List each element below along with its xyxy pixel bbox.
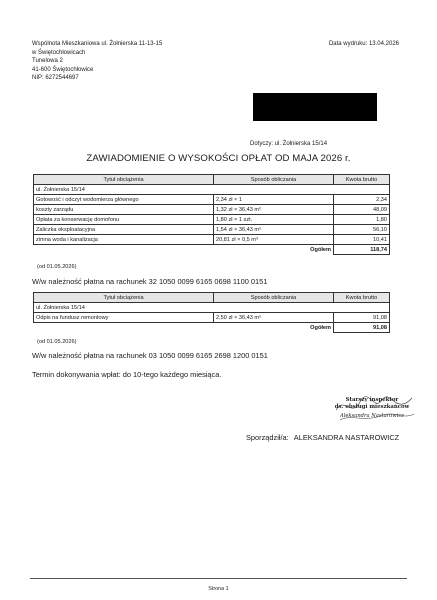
stamp-line: ds. obsługi mieszkańców [334,403,410,410]
column-header: Sposób obliczania [214,293,334,303]
fee-title: koszty zarządu [34,205,214,215]
bank-account-line: W/w należność płatna na rachunek 03 1050 0099 6165 2698 1200 0151 [32,351,268,360]
table-row [34,205,390,215]
sender-line: 41-600 Świętochłowice [32,66,94,73]
total-row [34,245,390,255]
sender-block [32,40,232,83]
fee-amount: 48,09 [334,205,390,215]
table-header-row [34,175,390,185]
payment-term: Termin dokonywania wpłat: do 10-tego każdego miesiąca. [32,370,222,379]
signature-scribble [330,392,420,424]
fee-title: Gotowość i odczyt wodomierza głównego [34,195,214,205]
footer-rule [30,578,407,579]
table-header-row [34,293,390,303]
column-header: Sposób obliczania [214,175,334,185]
fee-method: 1,32 zł × 36,43 m² [214,205,334,215]
fee-title: zimna woda i kanalizacja [34,235,214,245]
table-row [34,235,390,245]
total-label: Ogółem [214,323,334,333]
fee-amount: 10,41 [334,235,390,245]
table-row [34,195,390,205]
fee-method: 1,80 zł × 1 szt. [214,215,334,225]
regarding-line: Dotyczy: ul. Żołnierska 15/14 [250,141,328,147]
sender-line: NIP: 6272544697 [32,75,79,81]
fee-amount: 1,80 [334,215,390,225]
table-row [34,225,390,235]
fee-method: 1,54 zł × 36,43 m² [214,225,334,235]
fee-method: 2,34 zł × 1 [214,195,334,205]
column-header: Kwota brutto [334,175,390,185]
fee-title: Opłata za konserwację domofonu [34,215,214,225]
stamp-line: Starszy inspektor [345,397,399,403]
total-amount: 118,74 [334,245,390,255]
fee-amount: 56,10 [334,225,390,235]
effective-date-note: (od 01.05.2026) [37,339,77,345]
document-title: ZAWIADOMIENIE O WYSOKOŚCI OPŁAT OD MAJA 2026 r. [86,153,351,164]
fee-title: Odpis na fundusz remontowy [34,313,214,323]
fee-method: 2,50 zł × 36,43 m² [214,313,334,323]
column-header: Kwota brutto [334,293,390,303]
sender-line: w Świętochłowicach [32,49,86,56]
handwritten-signature: Aleksandra Nastarowicz [339,412,405,419]
total-label: Ogółem [214,245,334,255]
sender-line: Tunelowa 2 [32,58,63,64]
column-header: Tytuł obciążenia [34,293,214,303]
fees-table-repair-fund [33,292,390,333]
total-row [34,323,390,333]
table-row [34,215,390,225]
page-number: Strona 1 [208,586,229,592]
redacted-recipient [253,93,377,121]
prepared-by [246,433,399,442]
address-cell: ul. Żołnierska 15/14 [34,303,390,313]
column-header: Tytuł obciążenia [34,175,214,185]
prepared-by-label: Sporządził/a: [246,433,289,442]
fees-table-main [33,174,390,255]
sender-line: Wspólnota Mieszkaniowa ul. Żołnierska 11-13-15 [32,41,163,47]
address-cell: ul. Żołnierska 15/14 [34,185,390,195]
effective-date-note: (od 01.05.2026) [37,264,77,270]
fee-amount: 91,08 [334,313,390,323]
table-row [34,313,390,323]
fee-title: Zaliczka eksploatacyjna [34,225,214,235]
prepared-by-name: ALEKSANDRA NASTAROWICZ [293,433,400,442]
bank-account-line: W/w należność płatna na rachunek 32 1050 0099 6165 0698 1100 0151 [32,277,268,286]
address-row [34,185,390,195]
address-row [34,303,390,313]
fee-method: 20,81 zł × 0,5 m³ [214,235,334,245]
print-date: Data wydruku: 13.04.2026 [328,41,399,47]
fee-amount: 2,34 [334,195,390,205]
total-amount: 91,08 [334,323,390,333]
